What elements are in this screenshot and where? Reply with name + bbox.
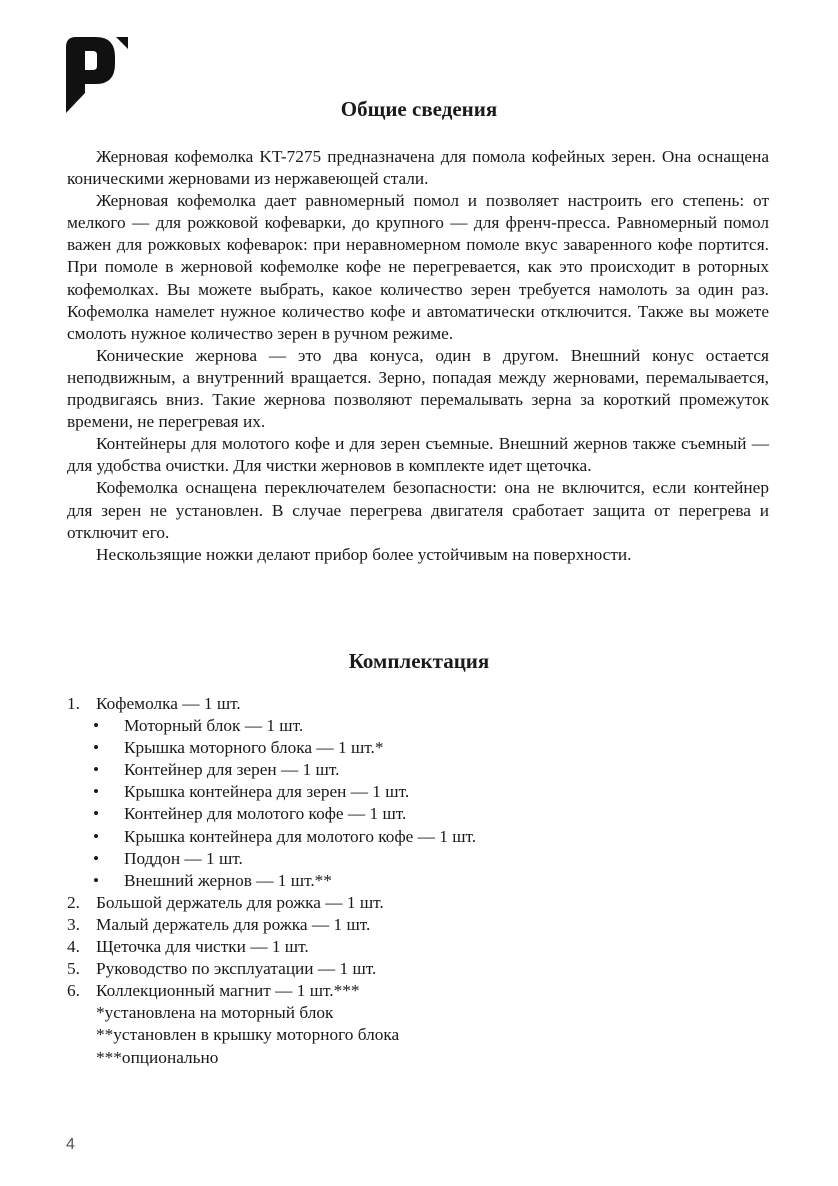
footnote: **установлен в крышку моторного блока (96, 1025, 400, 1045)
sub-list-item (67, 781, 769, 803)
paragraph: Конические жернова — это два конуса, один в другом. Внешний конус остается неподвижным, а внутренний вращается. Зерно, попадая между жерновами, перемалывается, продвигаясь вниз. Такие жернова позволяют перемалывать зерна за короткий промежуток времени, не перегревая их. (67, 345, 769, 432)
paragraph: Жерновая кофемолка дает равномерный помол и позволяет настроить его степень: от мелкого — для рожковой кофеварки, до крупного — для френч-пресса. Равномерный помол важен для рожковых кофеварок: при неравномерном помоле вкус заваренного кофе портится. При помоле в жерновой кофемолке кофе не перегревается, как это происходит в роторных кофемолках. Вы можете выбрать, какое количество зерен требуется намолоть за один раз. Кофемолка намелет нужное количество кофе и автоматически отключится. Также вы можете смолоть нужное количество зерен в ручном режиме. (67, 191, 769, 343)
sub-list-item-text: Крышка контейнера для зерен — 1 шт. (124, 782, 410, 802)
sub-list-item (67, 803, 769, 825)
sub-list-item (67, 759, 769, 781)
bullet: • (93, 826, 100, 846)
sub-list-item-text: Крышка контейнера для молотого кофе — 1 шт. (124, 826, 477, 846)
paragraph: Контейнеры для молотого кофе и для зерен съемные. Внешний жернов также съемный — для удобства очистки. Для чистки жерновов в комплекте идет щеточка. (67, 434, 769, 476)
section-title-general: Общие сведения (340, 97, 498, 121)
sub-list-item-text: Поддон — 1 шт. (124, 848, 243, 868)
bullet: • (93, 848, 100, 868)
bullet: • (93, 782, 100, 802)
list-number: 4. (67, 937, 80, 957)
list-item (67, 958, 769, 980)
list-number: 3. (67, 914, 80, 934)
sub-list-item (67, 848, 769, 870)
list-item-text: Малый держатель для рожка — 1 шт. (96, 914, 371, 934)
list-item-text: Щеточка для чистки — 1 шт. (96, 937, 309, 957)
list-number: 6. (67, 981, 80, 1001)
list-item-text: Кофемолка — 1 шт. (96, 694, 241, 713)
footnote: *установлена на моторный блок (96, 1003, 334, 1023)
list-item-text: Руководство по эксплуатации — 1 шт. (96, 959, 377, 979)
list-item-text: Большой держатель для рожка — 1 шт. (96, 892, 384, 912)
list-item-text: Коллекционный магнит — 1 шт.*** (96, 981, 360, 1001)
section-title-contents: Комплектация (348, 649, 490, 673)
sub-list-item-text: Крышка моторного блока — 1 шт.* (124, 738, 384, 758)
page-number: 4 (66, 1136, 75, 1153)
list-item (67, 914, 769, 936)
general-info-text (67, 146, 769, 566)
sub-list-item (67, 737, 769, 759)
list-item (67, 693, 769, 715)
sub-list-item (67, 826, 769, 848)
list-number: 1. (67, 694, 80, 713)
bullet: • (93, 804, 100, 824)
bullet: • (93, 716, 100, 736)
package-contents-list (67, 693, 769, 1069)
list-number: 5. (67, 959, 80, 979)
list-item (67, 936, 769, 958)
sub-list-item-text: Моторный блок — 1 шт. (124, 716, 304, 736)
list-item (67, 892, 769, 914)
sub-list-item-text: Контейнер для молотого кофе — 1 шт. (124, 804, 407, 824)
footnote: ***опционально (96, 1047, 219, 1067)
bullet: • (93, 738, 100, 758)
bullet: • (93, 870, 100, 890)
list-number: 2. (67, 892, 80, 912)
sub-list-item (67, 715, 769, 737)
list-item (67, 980, 769, 1002)
sub-list-item (67, 870, 769, 892)
sub-list-item-text: Внешний жернов — 1 шт.** (124, 870, 332, 890)
bullet: • (93, 760, 100, 780)
paragraph: Нескользящие ножки делают прибор более устойчивым на поверхности. (96, 544, 632, 564)
paragraph: Кофемолка оснащена переключателем безопасности: она не включится, если контейнер для зерен не установлен. В случае перегрева двигателя сработает защита от перегрева и отключит его. (67, 478, 769, 542)
paragraph: Жерновая кофемолка KT-7275 предназначена для помола кофейных зерен. Она оснащена коническими жерновами из нержавеющей стали. (67, 147, 769, 189)
sub-list-item-text: Контейнер для зерен — 1 шт. (124, 760, 340, 780)
